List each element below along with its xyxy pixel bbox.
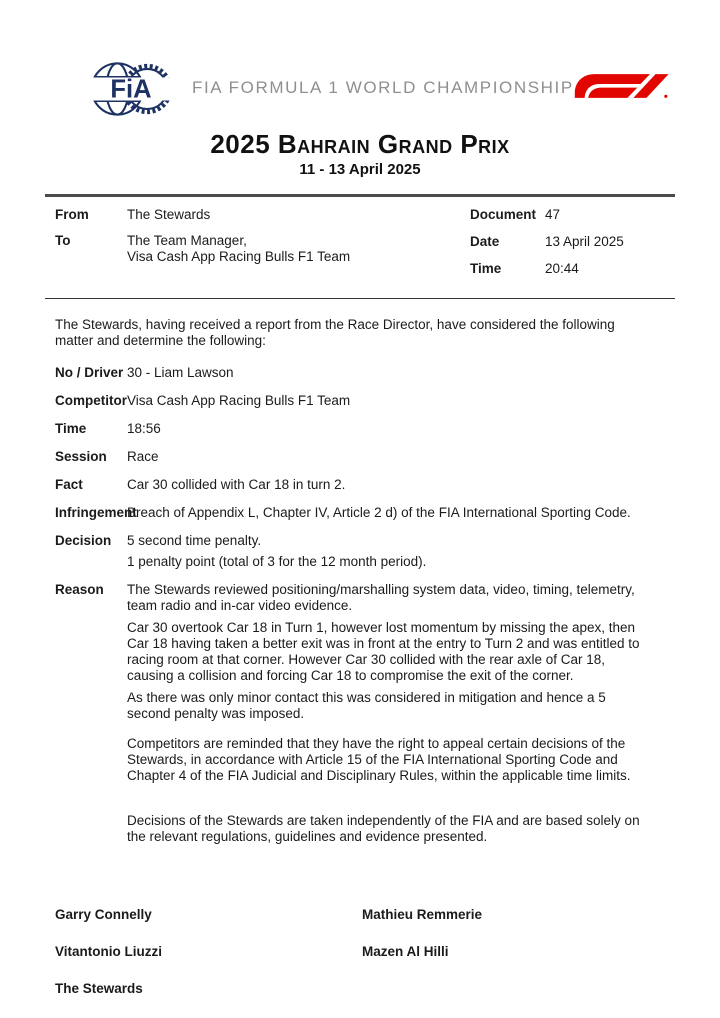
appeal-rights-paragraph: Competitors are reminded that they have the right to appeal certain decisions of the Stewards, in accordance with Article 15 of the FIA International Sporting Code and Chapter 4 of the FIA Judicial and Disciplinary Rules, within the applicable time limits. [127, 735, 631, 783]
signature-row [55, 907, 675, 923]
document-body [45, 317, 675, 997]
fia-monogram-text: FiA [110, 75, 152, 104]
field-label: Session [55, 448, 107, 464]
meta-table [45, 194, 675, 299]
field-label: No / Driver [55, 364, 124, 380]
time-value: 20:44 [545, 260, 579, 276]
signature-garry-connelly: Garry Connelly [55, 906, 152, 922]
meta-left-column [55, 207, 470, 288]
fia-logo-icon [88, 60, 174, 118]
field-value: Visa Cash App Racing Bulls F1 Team [127, 392, 351, 408]
reason-paragraph: Car 30 overtook Car 18 in Turn 1, however lost momentum by missing the apex, then Car 18 having taken a better exit was in front at the entry to Turn 2 and was entitled to racing room at that corner. However Car 30 collided with the rear axle of Car 18, causing a collision and forcing Car 18 to compromise the exit of the corner. [127, 619, 640, 683]
field-row-no-driver [55, 365, 675, 381]
signatures-section [55, 907, 675, 997]
document-header [45, 0, 675, 118]
decision-fields [55, 365, 675, 851]
field-row-competitor [55, 393, 675, 409]
field-value: 30 - Liam Lawson [127, 364, 234, 380]
field-row-decision [55, 533, 675, 570]
signature-row [55, 944, 675, 960]
event-dates: 11 - 13 April 2025 [299, 160, 421, 178]
field-label: Competitor [55, 392, 127, 408]
meta-row-from [55, 207, 470, 223]
reason-paragraph: The Stewards reviewed positioning/marshalling system data, video, timing, telemetry, team radio and in-car video evidence. [127, 581, 635, 613]
signature-mazen-al-hilli: Mazen Al Hilli [362, 943, 449, 959]
field-label: Decision [55, 532, 112, 548]
to-label: To [55, 232, 71, 248]
time-label: Time [470, 260, 502, 276]
field-row-reason [55, 582, 675, 851]
date-value: 13 April 2025 [545, 233, 624, 249]
championship-title: FIA FORMULA 1 WORLD CHAMPIONSHIP [192, 78, 574, 97]
field-value: 18:56 [127, 420, 161, 436]
to-value: The Team Manager, Visa Cash App Racing Bulls F1 Team [127, 232, 351, 264]
field-row-time [55, 421, 675, 437]
signature-mathieu-remmerie: Mathieu Remmerie [362, 906, 483, 922]
f1-logo-icon [574, 72, 669, 100]
field-value: Car 30 collided with Car 18 in turn 2. [127, 476, 346, 492]
field-row-session [55, 449, 675, 465]
decision-line-2: 1 penalty point (total of 3 for the 12 month period). [127, 553, 427, 569]
meta-row-to [55, 233, 470, 265]
field-label: Infringement [55, 504, 137, 520]
signature-row [55, 981, 675, 997]
signature-vitantonio-liuzzi: Vitantonio Liuzzi [55, 943, 162, 959]
field-row-fact [55, 477, 675, 493]
title-block [45, 130, 675, 178]
meta-row-time [470, 261, 675, 277]
decision-line-1: 5 second time penalty. [127, 532, 262, 548]
document-value: 47 [545, 206, 561, 222]
date-label: Date [470, 233, 500, 249]
document-label: Document [470, 206, 537, 222]
from-label: From [55, 206, 89, 222]
meta-row-date [470, 234, 675, 250]
meta-right-column [470, 207, 675, 288]
field-value: Breach of Appendix L, Chapter IV, Article 2 d) of the FIA International Sporting Code. [127, 504, 631, 520]
intro-paragraph: The Stewards, having received a report from the Race Director, have considered the following matter and determine the following: [55, 316, 615, 348]
meta-row-document [470, 207, 675, 223]
signature-the-stewards: The Stewards [55, 980, 143, 996]
field-label: Time [55, 420, 87, 436]
field-label: Reason [55, 581, 104, 597]
field-value [127, 533, 426, 570]
field-row-infringement [55, 505, 675, 521]
field-value: Race [127, 448, 159, 464]
reason-paragraphs [127, 582, 649, 851]
event-title: 2025 Bahrain Grand Prix [210, 129, 510, 159]
from-value: The Stewards [127, 206, 211, 222]
reason-paragraph: As there was only minor contact this was considered in mitigation and hence a 5 second penalty was imposed. [127, 689, 606, 721]
field-label: Fact [55, 476, 83, 492]
independence-paragraph: Decisions of the Stewards are taken independently of the FIA and are based solely on the relevant regulations, guidelines and evidence presented. [127, 812, 640, 844]
